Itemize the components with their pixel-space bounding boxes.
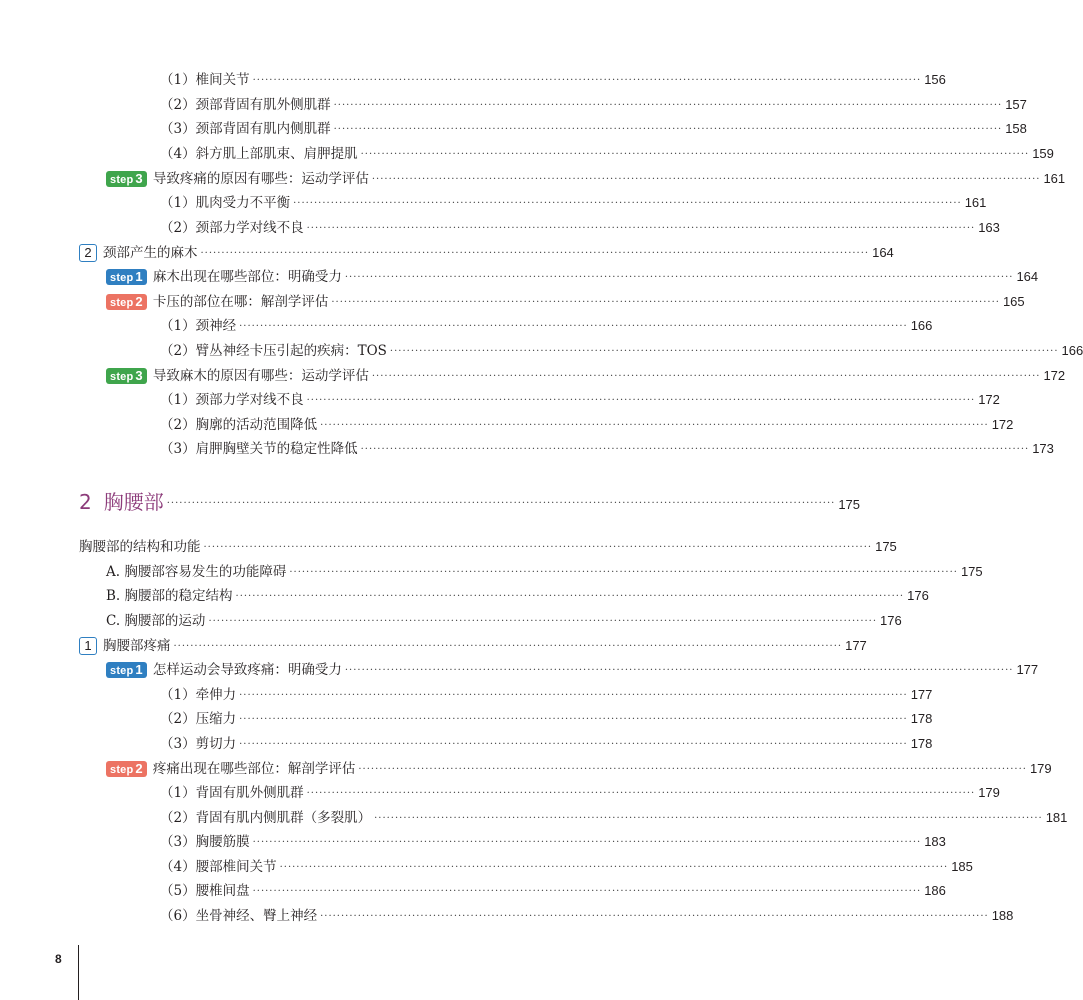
step-number: 2 — [135, 294, 143, 309]
page-number: 164 — [1016, 269, 1039, 284]
page-number: 172 — [991, 417, 1014, 432]
entry-title: 怎样运动会导致疼痛：明确受力 — [152, 662, 342, 678]
step-word: step — [110, 764, 134, 776]
toc-entry[interactable] — [106, 365, 1066, 387]
dot-leader: ································································································································································ — [333, 124, 1003, 135]
step-number: 3 — [135, 171, 143, 186]
toc-entry[interactable] — [160, 807, 1068, 829]
entry-title: （2）压缩力 — [160, 711, 237, 727]
step-3-badge — [106, 368, 147, 384]
toc-entry[interactable] — [79, 242, 894, 264]
dot-leader: ································································································································································ — [371, 371, 1041, 382]
dot-leader: ································································································································································ — [279, 862, 949, 873]
entry-title: （2）胸廓的活动范围降低 — [160, 417, 318, 433]
page-number: 161 — [964, 195, 987, 210]
entry-title: （2）臂丛神经卡压引起的疾病：TOS — [160, 343, 387, 359]
toc-entry[interactable] — [160, 69, 946, 91]
entry-title: （1）颈部力学对线不良 — [160, 392, 304, 408]
dot-leader: ································································································································································ — [235, 591, 905, 602]
page-number: 178 — [910, 736, 933, 751]
dot-leader: ································································································································································ — [360, 444, 1030, 455]
page-number: 183 — [924, 834, 946, 849]
toc-entry[interactable] — [160, 782, 1000, 804]
step-2-badge — [106, 761, 147, 777]
entry-title: 颈部产生的麻木 — [103, 245, 198, 261]
entry-title: （5）腰椎间盘 — [160, 883, 250, 899]
dot-leader: ································································································································································ — [344, 272, 1014, 283]
entry-title: （6）坐骨神经、臀上神经 — [160, 908, 318, 924]
toc-entry[interactable] — [160, 905, 1014, 927]
toc-entry[interactable] — [106, 266, 1039, 288]
step-number: 1 — [135, 269, 143, 284]
page-number: 157 — [1005, 97, 1027, 112]
entry-title: （1）肌肉受力不平衡 — [160, 195, 291, 211]
chapter-title — [79, 491, 164, 513]
dot-leader: ································································································································································ — [166, 498, 836, 509]
toc-entry[interactable] — [160, 192, 987, 214]
dot-leader: ································································································································································ — [252, 837, 922, 848]
toc-entry[interactable] — [160, 708, 933, 730]
page-number: 175 — [838, 497, 861, 512]
dot-leader: ································································································································································ — [239, 321, 908, 332]
entry-title: （1）颈神经 — [160, 318, 237, 334]
page-number: 161 — [1043, 171, 1066, 186]
step-word: step — [110, 665, 134, 677]
section-number-box: 1 — [79, 637, 97, 655]
entry-title: （1）椎间关节 — [160, 72, 250, 88]
dot-leader: ································································································································································ — [239, 714, 908, 725]
dot-leader: ································································································································································ — [289, 567, 958, 578]
entry-title: （3）剪切力 — [160, 736, 237, 752]
toc-entry[interactable] — [106, 168, 1066, 190]
entry-title: 疼痛出现在哪些部位：解剖学评估 — [152, 761, 356, 777]
page-number: 172 — [1043, 368, 1066, 383]
page-number: 176 — [880, 613, 902, 628]
dot-leader: ································································································································································ — [320, 420, 989, 431]
page-number: 166 — [1061, 343, 1083, 358]
toc-entry[interactable] — [160, 118, 1027, 140]
step-1-badge — [106, 269, 147, 285]
entry-title: （3）颈部背固有肌内侧肌群 — [160, 121, 331, 137]
step-word: step — [110, 174, 134, 186]
toc-entry[interactable] — [160, 438, 1054, 460]
toc-entry[interactable] — [160, 733, 933, 755]
entry-title: 卡压的部位在哪：解剖学评估 — [152, 294, 329, 310]
page-number: 179 — [978, 785, 1000, 800]
toc-entry[interactable] — [106, 291, 1025, 313]
step-word: step — [110, 272, 134, 284]
dot-leader: ································································································································································ — [358, 764, 1027, 775]
dot-leader: ································································································································································ — [293, 198, 962, 209]
page-number: 166 — [910, 318, 933, 333]
step-word: step — [110, 297, 134, 309]
dot-leader: ································································································································································ — [252, 886, 922, 897]
toc-entry[interactable] — [106, 610, 902, 632]
dot-leader: ································································································································································ — [320, 911, 989, 922]
page-number: 176 — [907, 588, 929, 603]
dot-leader: ································································································································································ — [344, 665, 1014, 676]
page-number: 188 — [991, 908, 1014, 923]
toc-entry[interactable] — [160, 315, 933, 337]
dot-leader: ································································································································································ — [306, 788, 976, 799]
toc-entry[interactable] — [160, 217, 1000, 239]
toc-entry[interactable] — [160, 94, 1027, 116]
entry-title: （4）腰部椎间关节 — [160, 859, 277, 875]
section-number-box: 2 — [79, 244, 97, 262]
dot-leader: ································································································································································ — [208, 616, 878, 627]
step-number: 1 — [135, 662, 143, 677]
toc-entry[interactable] — [106, 758, 1052, 780]
toc-entry[interactable] — [106, 561, 983, 583]
dot-leader: ································································································································································ — [306, 223, 976, 234]
toc-entry[interactable] — [160, 340, 1083, 362]
entry-title: （3）肩胛胸壁关节的稳定性降低 — [160, 441, 358, 457]
page-number: 186 — [924, 883, 946, 898]
page-number: 159 — [1032, 146, 1054, 161]
entry-title: C. 胸腰部的运动 — [106, 613, 206, 629]
dot-leader: ································································································································································ — [239, 739, 908, 750]
entry-title: 导致疼痛的原因有哪些：运动学评估 — [152, 171, 369, 187]
toc-entry[interactable] — [160, 143, 1054, 165]
entry-title: 麻木出现在哪些部位：明确受力 — [152, 269, 342, 285]
toc-entry[interactable] — [160, 856, 973, 878]
footer-divider — [78, 945, 79, 1000]
toc-entry[interactable] — [79, 635, 867, 657]
dot-leader: ································································································································································ — [371, 174, 1041, 185]
dot-leader: ································································································································································ — [360, 149, 1030, 160]
page-number: 177 — [1016, 662, 1039, 677]
entry-title: （2）颈部力学对线不良 — [160, 220, 304, 236]
entry-title: （4）斜方肌上部肌束、肩胛提肌 — [160, 146, 358, 162]
dot-leader: ································································································································································ — [331, 297, 1000, 308]
entry-title: 胸腰部的结构和功能 — [79, 539, 201, 555]
entry-title: （2）颈部背固有肌外侧肌群 — [160, 97, 331, 113]
page-number: 156 — [924, 72, 946, 87]
toc-chapter[interactable] — [79, 487, 861, 517]
dot-leader: ································································································································································ — [252, 75, 922, 86]
dot-leader: ································································································································································ — [374, 813, 1043, 824]
entry-title: 导致麻木的原因有哪些：运动学评估 — [152, 368, 369, 384]
page-number: 163 — [978, 220, 1000, 235]
dot-leader: ································································································································································ — [173, 641, 843, 652]
toc-entry[interactable] — [160, 684, 933, 706]
entry-title: A. 胸腰部容易发生的功能障碍 — [106, 564, 287, 580]
toc-entry[interactable] — [160, 831, 946, 853]
step-2-badge — [106, 294, 147, 310]
step-1-badge — [106, 662, 147, 678]
entry-title: B. 胸腰部的稳定结构 — [106, 588, 233, 604]
page-number: 178 — [910, 711, 933, 726]
entry-title: （1）背固有肌外侧肌群 — [160, 785, 304, 801]
dot-leader: ································································································································································ — [333, 100, 1003, 111]
page-number: 179 — [1029, 761, 1052, 776]
page-number: 165 — [1002, 294, 1025, 309]
page-number: 181 — [1045, 810, 1068, 825]
dot-leader: ································································································································································ — [239, 690, 908, 701]
dot-leader: ································································································································································ — [306, 395, 976, 406]
toc-entry[interactable] — [106, 585, 929, 607]
step-word: step — [110, 371, 134, 383]
page-number: 173 — [1032, 441, 1054, 456]
toc-entry[interactable] — [160, 880, 946, 902]
entry-title: 胸腰部疼痛 — [103, 638, 171, 654]
page-number: 172 — [978, 392, 1000, 407]
footer-page-number: 8 — [55, 952, 62, 966]
page-number: 158 — [1005, 121, 1027, 136]
dot-leader: ································································································································································ — [200, 248, 870, 259]
page-number: 175 — [960, 564, 983, 579]
entry-title: （2）背固有肌内侧肌群（多裂肌） — [160, 810, 372, 826]
dot-leader: ································································································································································ — [203, 542, 873, 553]
entry-title: （3）胸腰筋膜 — [160, 834, 250, 850]
toc-entry[interactable] — [160, 414, 1014, 436]
chapter-number: 2 — [79, 490, 92, 514]
dot-leader: ································································································································································ — [389, 346, 1059, 357]
chapter-text: 胸腰部 — [103, 490, 164, 514]
entry-title: （1）牵伸力 — [160, 687, 237, 703]
toc-entry[interactable] — [106, 659, 1039, 681]
page-number: 185 — [951, 859, 973, 874]
step-3-badge — [106, 171, 147, 187]
page-number: 177 — [845, 638, 867, 653]
toc-entry[interactable] — [160, 389, 1000, 411]
step-number: 2 — [135, 761, 143, 776]
toc-entry[interactable] — [79, 536, 897, 558]
step-number: 3 — [135, 368, 143, 383]
page-number: 164 — [872, 245, 894, 260]
page-number: 175 — [875, 539, 897, 554]
page-number: 177 — [910, 687, 933, 702]
